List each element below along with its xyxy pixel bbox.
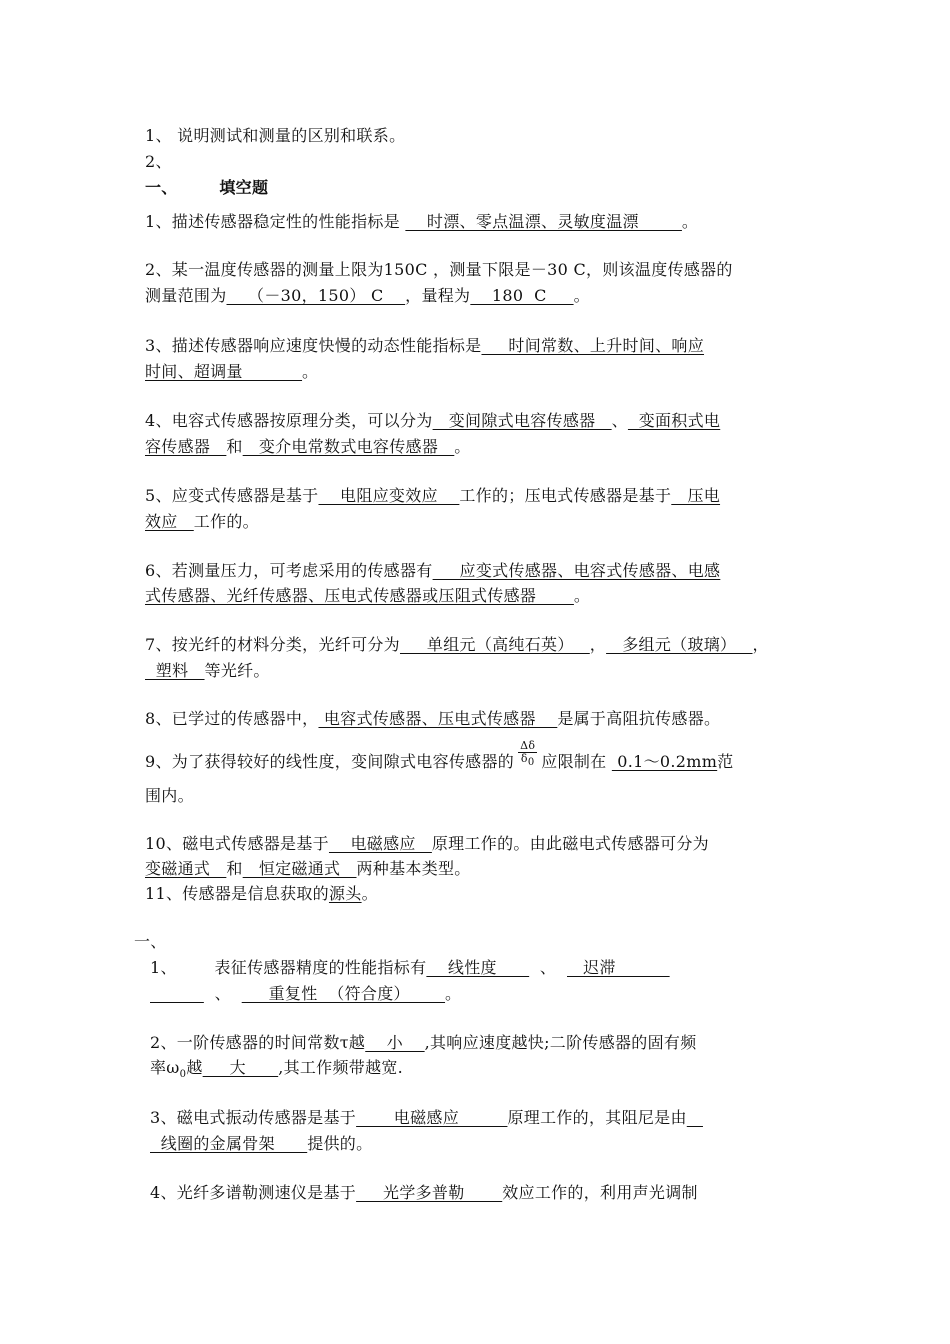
answer-blank: 时间常数、上升时间、响应 xyxy=(481,336,705,355)
s2-item-3-line-2 xyxy=(150,1134,372,1154)
item-text: 4、光纤多谱勒测速仪是基于 xyxy=(150,1183,357,1202)
fraction-denominator xyxy=(518,753,537,769)
item-text: 工作的。 xyxy=(193,512,259,531)
answer-blank: 应变式传感器、电容式传感器、电感 xyxy=(432,561,721,580)
answer-blank: 重复性 （符合度）_ xyxy=(241,984,424,1003)
item-text: 。 xyxy=(681,212,699,231)
item-text: 原理工作的。由此磁电式传感器可分为 xyxy=(431,834,709,853)
item-text: 是属于高阻抗传感器。 xyxy=(557,709,721,728)
answer-blank: 变面积式电 xyxy=(627,411,721,430)
item-text: 。 xyxy=(573,286,590,305)
item-text: 范 xyxy=(717,752,734,772)
fill-item-9-line-2: 围内。 xyxy=(145,786,194,805)
item-text: 5、应变式传感器是基于 xyxy=(145,486,319,505)
answer-blank: 线性度 xyxy=(426,958,530,977)
item-text: 8、已学过的传感器中， xyxy=(145,709,319,728)
item-text: ， xyxy=(752,635,769,654)
answer-blank: 变磁通式 xyxy=(145,859,227,878)
item-text: 。 xyxy=(573,586,591,605)
fill-item-3-line-2 xyxy=(145,362,318,382)
fill-item-4-line-1 xyxy=(145,411,720,431)
fill-item-10-line-1 xyxy=(145,834,709,854)
answer-blank: 变间隙式电容传感器 xyxy=(432,411,612,430)
answer-blank xyxy=(687,1108,703,1127)
fill-item-4-line-2 xyxy=(145,437,471,457)
item-text: 6、若测量压力，可考虑采用的传感器有 xyxy=(145,561,433,580)
question-intro-2: 2、 xyxy=(145,152,172,171)
item-text: 效应工作的，利用声光调制 xyxy=(502,1183,698,1202)
answer-blank: 电阻应变效应 xyxy=(318,486,460,505)
fill-item-7-line-2 xyxy=(145,661,270,681)
section-title: 填空题 xyxy=(219,178,269,197)
item-text: 和 xyxy=(226,859,243,878)
item-text: 应限制在 xyxy=(541,752,612,772)
section-number: 一、 xyxy=(145,178,178,197)
fill-item-3-line-1 xyxy=(145,336,704,356)
denominator-symbol: δ xyxy=(520,752,528,765)
item-text: 1、描述传感器稳定性的性能指标是 xyxy=(145,212,406,231)
item-text: 、 xyxy=(203,984,242,1003)
s2-item-2-line-2 xyxy=(150,1058,403,1085)
section-2-number: 一、 xyxy=(134,932,167,951)
answer-blank: 大 xyxy=(202,1058,279,1077)
item-text: 2、一阶传感器的时间常数τ越 xyxy=(150,1033,366,1052)
answer-blank: 塑料 xyxy=(145,661,205,680)
item-text: 越 xyxy=(186,1058,203,1077)
answer-blank: 180 C xyxy=(470,286,574,305)
fill-item-10-line-2 xyxy=(145,859,471,879)
item-text: 工作的；压电式传感器是基于 xyxy=(459,486,672,505)
answer-blank: 时间、超调量 xyxy=(145,362,303,381)
fraction-formula xyxy=(518,740,537,769)
fill-item-6-line-2 xyxy=(145,586,590,606)
s2-item-4-line-1 xyxy=(150,1183,698,1203)
fill-item-8 xyxy=(145,709,720,729)
item-text: 。 xyxy=(302,362,319,381)
item-text: 1、 表征传感器精度的性能指标有 xyxy=(150,958,427,977)
item-text: 。 xyxy=(454,437,471,456)
answer-blank: 压电 xyxy=(671,486,721,505)
answer-blank: 恒定磁通式 xyxy=(242,859,357,878)
fraction-numerator: Δδ xyxy=(520,739,536,752)
answer-blank: 电容式传感器、压电式传感器 xyxy=(318,709,558,728)
fill-item-6-line-1 xyxy=(145,561,720,581)
fill-item-2-line-2 xyxy=(145,286,590,306)
item-text: 测量范围为 xyxy=(145,286,227,305)
item-text: 11、传感器是信息获取的 xyxy=(145,884,329,903)
item-text: 7、按光纤的材料分类，光纤可分为 xyxy=(145,635,400,654)
item-text: 2、某一温度传感器的测量上限为150C ，测量下限是－30 C，则该温度传感器的 xyxy=(145,260,733,279)
item-text: 提供的。 xyxy=(307,1134,373,1153)
s2-item-3-line-1 xyxy=(150,1108,703,1128)
item-text: 3、磁电式振动传感器是基于 xyxy=(150,1108,357,1127)
answer-blank: 效应 xyxy=(145,512,194,531)
item-text: 率ω xyxy=(150,1058,180,1077)
s2-item-1-line-1 xyxy=(150,958,670,978)
fill-item-11 xyxy=(145,884,378,904)
item-text: ,其响应速度越快;二阶传感器的固有频 xyxy=(424,1033,697,1052)
answer-blank: 0.1～0.2mm xyxy=(611,752,718,772)
answer-blank: 容传感器 xyxy=(145,437,227,456)
item-text: 。 xyxy=(445,984,462,1003)
denominator-subscript: 0 xyxy=(527,757,535,769)
item-text: 10、磁电式传感器是基于 xyxy=(145,834,329,853)
answer-blank: 小 xyxy=(365,1033,425,1052)
item-text: 9、为了获得较好的线性度，变间隙式电容传感器的 xyxy=(145,752,515,772)
answer-blank: （－30，150） C xyxy=(226,286,406,305)
omega-subscript: 0 xyxy=(179,1069,187,1081)
fill-item-5-line-2 xyxy=(145,512,259,532)
answer-blank: 多组元（玻璃） xyxy=(606,635,753,654)
item-text: 、 xyxy=(529,958,567,977)
item-text: 、 xyxy=(611,411,628,430)
answer-blank: 线圈的金属骨架 xyxy=(150,1134,308,1153)
answer-blank: 式传感器、光纤传感器、压电式传感器或压阻式传感器 xyxy=(145,586,574,605)
s2-item-2-line-1 xyxy=(150,1033,697,1053)
item-text: ，量程为 xyxy=(405,286,471,305)
answer-blank: 单组元（高纯石英） xyxy=(399,635,590,654)
item-text: 和 xyxy=(226,437,243,456)
answer-blank: 迟滞 xyxy=(567,958,670,977)
answer-blank: 电磁感应 xyxy=(356,1108,508,1127)
fill-item-5-line-1 xyxy=(145,486,720,506)
answer-blank: 光学多普勒 xyxy=(356,1183,503,1202)
section-heading xyxy=(145,178,268,198)
item-text: 3、描述传感器响应速度快慢的动态性能指标是 xyxy=(145,336,482,355)
answer-blank: 电磁感应 xyxy=(328,834,432,853)
item-text: 等光纤。 xyxy=(204,661,270,680)
answer-blank xyxy=(424,984,446,1003)
item-text: 4、电容式传感器按原理分类，可以分为 xyxy=(145,411,433,430)
answer-blank xyxy=(150,984,204,1003)
item-text: 。 xyxy=(361,884,378,903)
item-text: 两种基本类型。 xyxy=(356,859,471,878)
answer-blank: 变介电常数式电容传感器 xyxy=(242,437,455,456)
item-text: 原理工作的，其阻尼是由 xyxy=(507,1108,687,1127)
s2-item-1-line-2 xyxy=(150,984,461,1004)
item-text: ,其工作频带越宽. xyxy=(278,1058,404,1077)
question-intro-1: 1、 说明测试和测量的区别和联系。 xyxy=(145,126,406,145)
fill-item-1 xyxy=(145,212,698,232)
fill-item-7-line-1 xyxy=(145,635,769,655)
answer-blank: 时漂、零点温漂、灵敏度温漂 xyxy=(405,212,682,231)
item-text: ， xyxy=(589,635,607,654)
fill-item-2-line-1 xyxy=(145,260,733,280)
answer-blank: 源头 xyxy=(328,884,362,903)
